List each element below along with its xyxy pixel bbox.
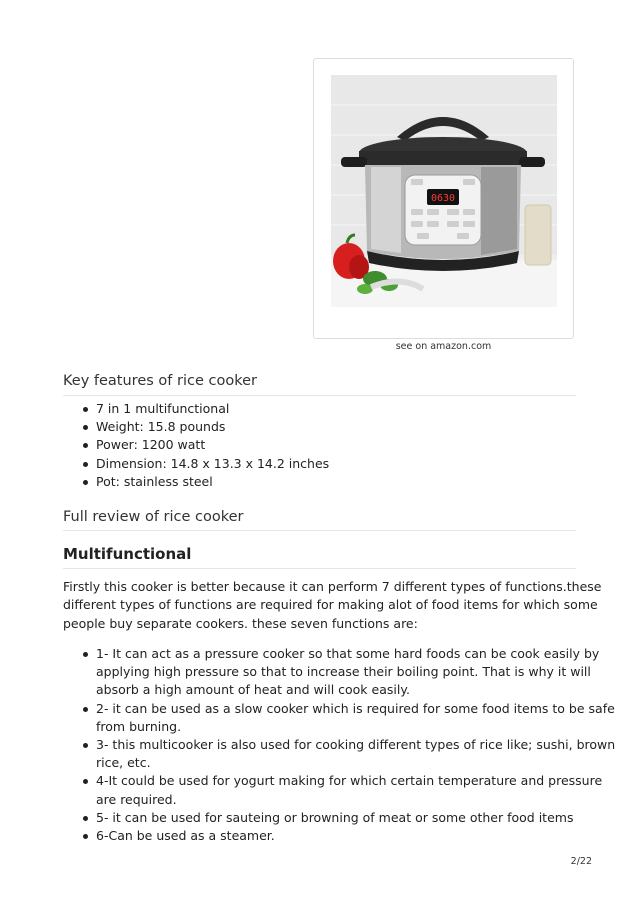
list-item bbox=[63, 809, 615, 827]
list-item bbox=[63, 473, 329, 491]
image-caption-link[interactable]: see on amazon.com bbox=[395, 341, 492, 352]
bullet-icon bbox=[83, 816, 88, 821]
bullet-icon bbox=[83, 834, 88, 839]
bullet-icon bbox=[83, 707, 88, 712]
bullet-icon bbox=[83, 443, 88, 448]
bullet-icon bbox=[83, 407, 88, 412]
list-item-text: Weight: 15.8 pounds bbox=[96, 419, 226, 435]
list-item bbox=[63, 418, 329, 436]
list-item bbox=[63, 436, 329, 454]
list-item-text: Pot: stainless steel bbox=[96, 473, 213, 489]
bullet-icon bbox=[83, 462, 88, 467]
intro-paragraph bbox=[63, 578, 602, 633]
list-item-line: 2- it can be used as a slow cooker which is required for some food items to be safe bbox=[96, 700, 615, 716]
bullet-icon bbox=[83, 480, 88, 485]
list-item-line: absorb a high amount of heat and will cook easily. bbox=[96, 682, 410, 698]
pressure-cooker-image bbox=[331, 75, 557, 307]
list-item-line: 4-It could be used for yogurt making for which certain temperature and pressure bbox=[96, 773, 603, 789]
cooker-display-readout: 0630 bbox=[430, 193, 456, 204]
list-item-line: from burning. bbox=[96, 718, 182, 734]
list-item-text: 7 in 1 multifunctional bbox=[96, 401, 230, 416]
key-features-list bbox=[63, 400, 329, 491]
bullet-icon bbox=[83, 425, 88, 430]
list-item-text: Power: 1200 watt bbox=[96, 437, 206, 453]
list-item-line: 5- it can be used for sauteing or browning of meat or some other food items bbox=[96, 809, 574, 825]
list-item-text: Dimension: 14.8 x 13.3 x 14.2 inches bbox=[96, 455, 330, 471]
list-item-line: are required. bbox=[96, 791, 177, 807]
full-review-heading: Full review of rice cooker bbox=[63, 509, 244, 525]
divider bbox=[63, 568, 576, 569]
list-item bbox=[63, 827, 615, 845]
paragraph-line: people buy separate cookers. these seven functions are: bbox=[63, 615, 418, 631]
list-item bbox=[63, 700, 615, 736]
list-item bbox=[63, 455, 329, 473]
section-heading: Multifunctional bbox=[63, 545, 192, 563]
list-item-line: applying high pressure so that to increase their boiling point. That is why it will bbox=[96, 664, 591, 680]
list-item bbox=[63, 772, 615, 808]
product-image-frame[interactable] bbox=[313, 58, 574, 339]
list-item bbox=[63, 400, 329, 418]
bullet-icon bbox=[83, 743, 88, 748]
list-item-line: rice, etc. bbox=[96, 755, 151, 771]
paragraph-line: different types of functions are required for making alot of food items for which some bbox=[63, 597, 598, 613]
list-item bbox=[63, 736, 615, 772]
list-item-line: 3- this multicooker is also used for cooking different types of rice like; sushi, brown bbox=[96, 737, 616, 753]
divider bbox=[63, 395, 576, 396]
key-features-heading: Key features of rice cooker bbox=[63, 373, 257, 389]
list-item-line: 6-Can be used as a steamer. bbox=[96, 828, 275, 844]
paragraph-line: Firstly this cooker is better because it can perform 7 different types of functions.these bbox=[63, 579, 602, 594]
page-number: 2/22 bbox=[570, 856, 592, 867]
list-item-line: 1- It can act as a pressure cooker so that some hard foods can be cook easily by bbox=[96, 646, 600, 661]
functions-list bbox=[63, 645, 615, 845]
bullet-icon bbox=[83, 652, 88, 657]
list-item bbox=[63, 645, 615, 700]
bullet-icon bbox=[83, 779, 88, 784]
divider bbox=[63, 530, 576, 531]
